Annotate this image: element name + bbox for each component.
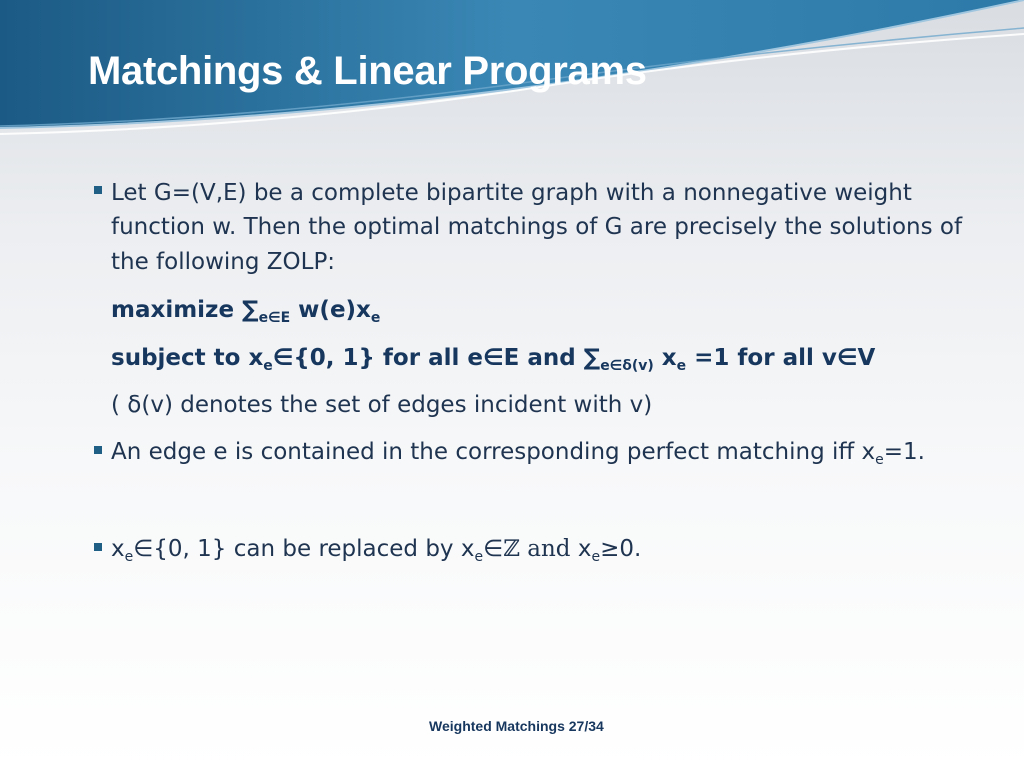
objective-line: maximize $\sum_{e\in E}$ $w(e)x_e$ <box>111 297 381 326</box>
slide-footer: Weighted Matchings 27/34 <box>429 718 604 734</box>
slide-title: Matchings & Linear Programs <box>88 49 647 93</box>
delta-note: ( δ(v) denotes the set of edges incident with v) <box>111 392 653 418</box>
bullet-marker <box>94 446 102 454</box>
bullet-marker <box>94 186 102 194</box>
bullet-1-line-1: Let G=(V,E) be a complete bipartite graph with a nonnegative weight <box>111 180 912 206</box>
constraint-line: subject to $x_e\in\{0$, 1} for all e∈E and $\sum_{e\in\delta(v)}$ $x_e =1$ for all v∈V <box>111 345 876 374</box>
bullet-2-text: An edge e is contained in the corresponding perfect matching iff $x_e=1$. <box>111 439 925 468</box>
bullet-marker <box>94 543 102 551</box>
bullet-1-line-3: the following ZOLP: <box>111 249 336 275</box>
bullet-1-line-2: function w. Then the optimal matchings of G are precisely the solutions of <box>111 214 963 240</box>
bullet-3-text: $x_e\in\{0$, 1} can be replaced by $x_e\in ℤ$ and $x_e\ge 0$. <box>111 536 642 565</box>
